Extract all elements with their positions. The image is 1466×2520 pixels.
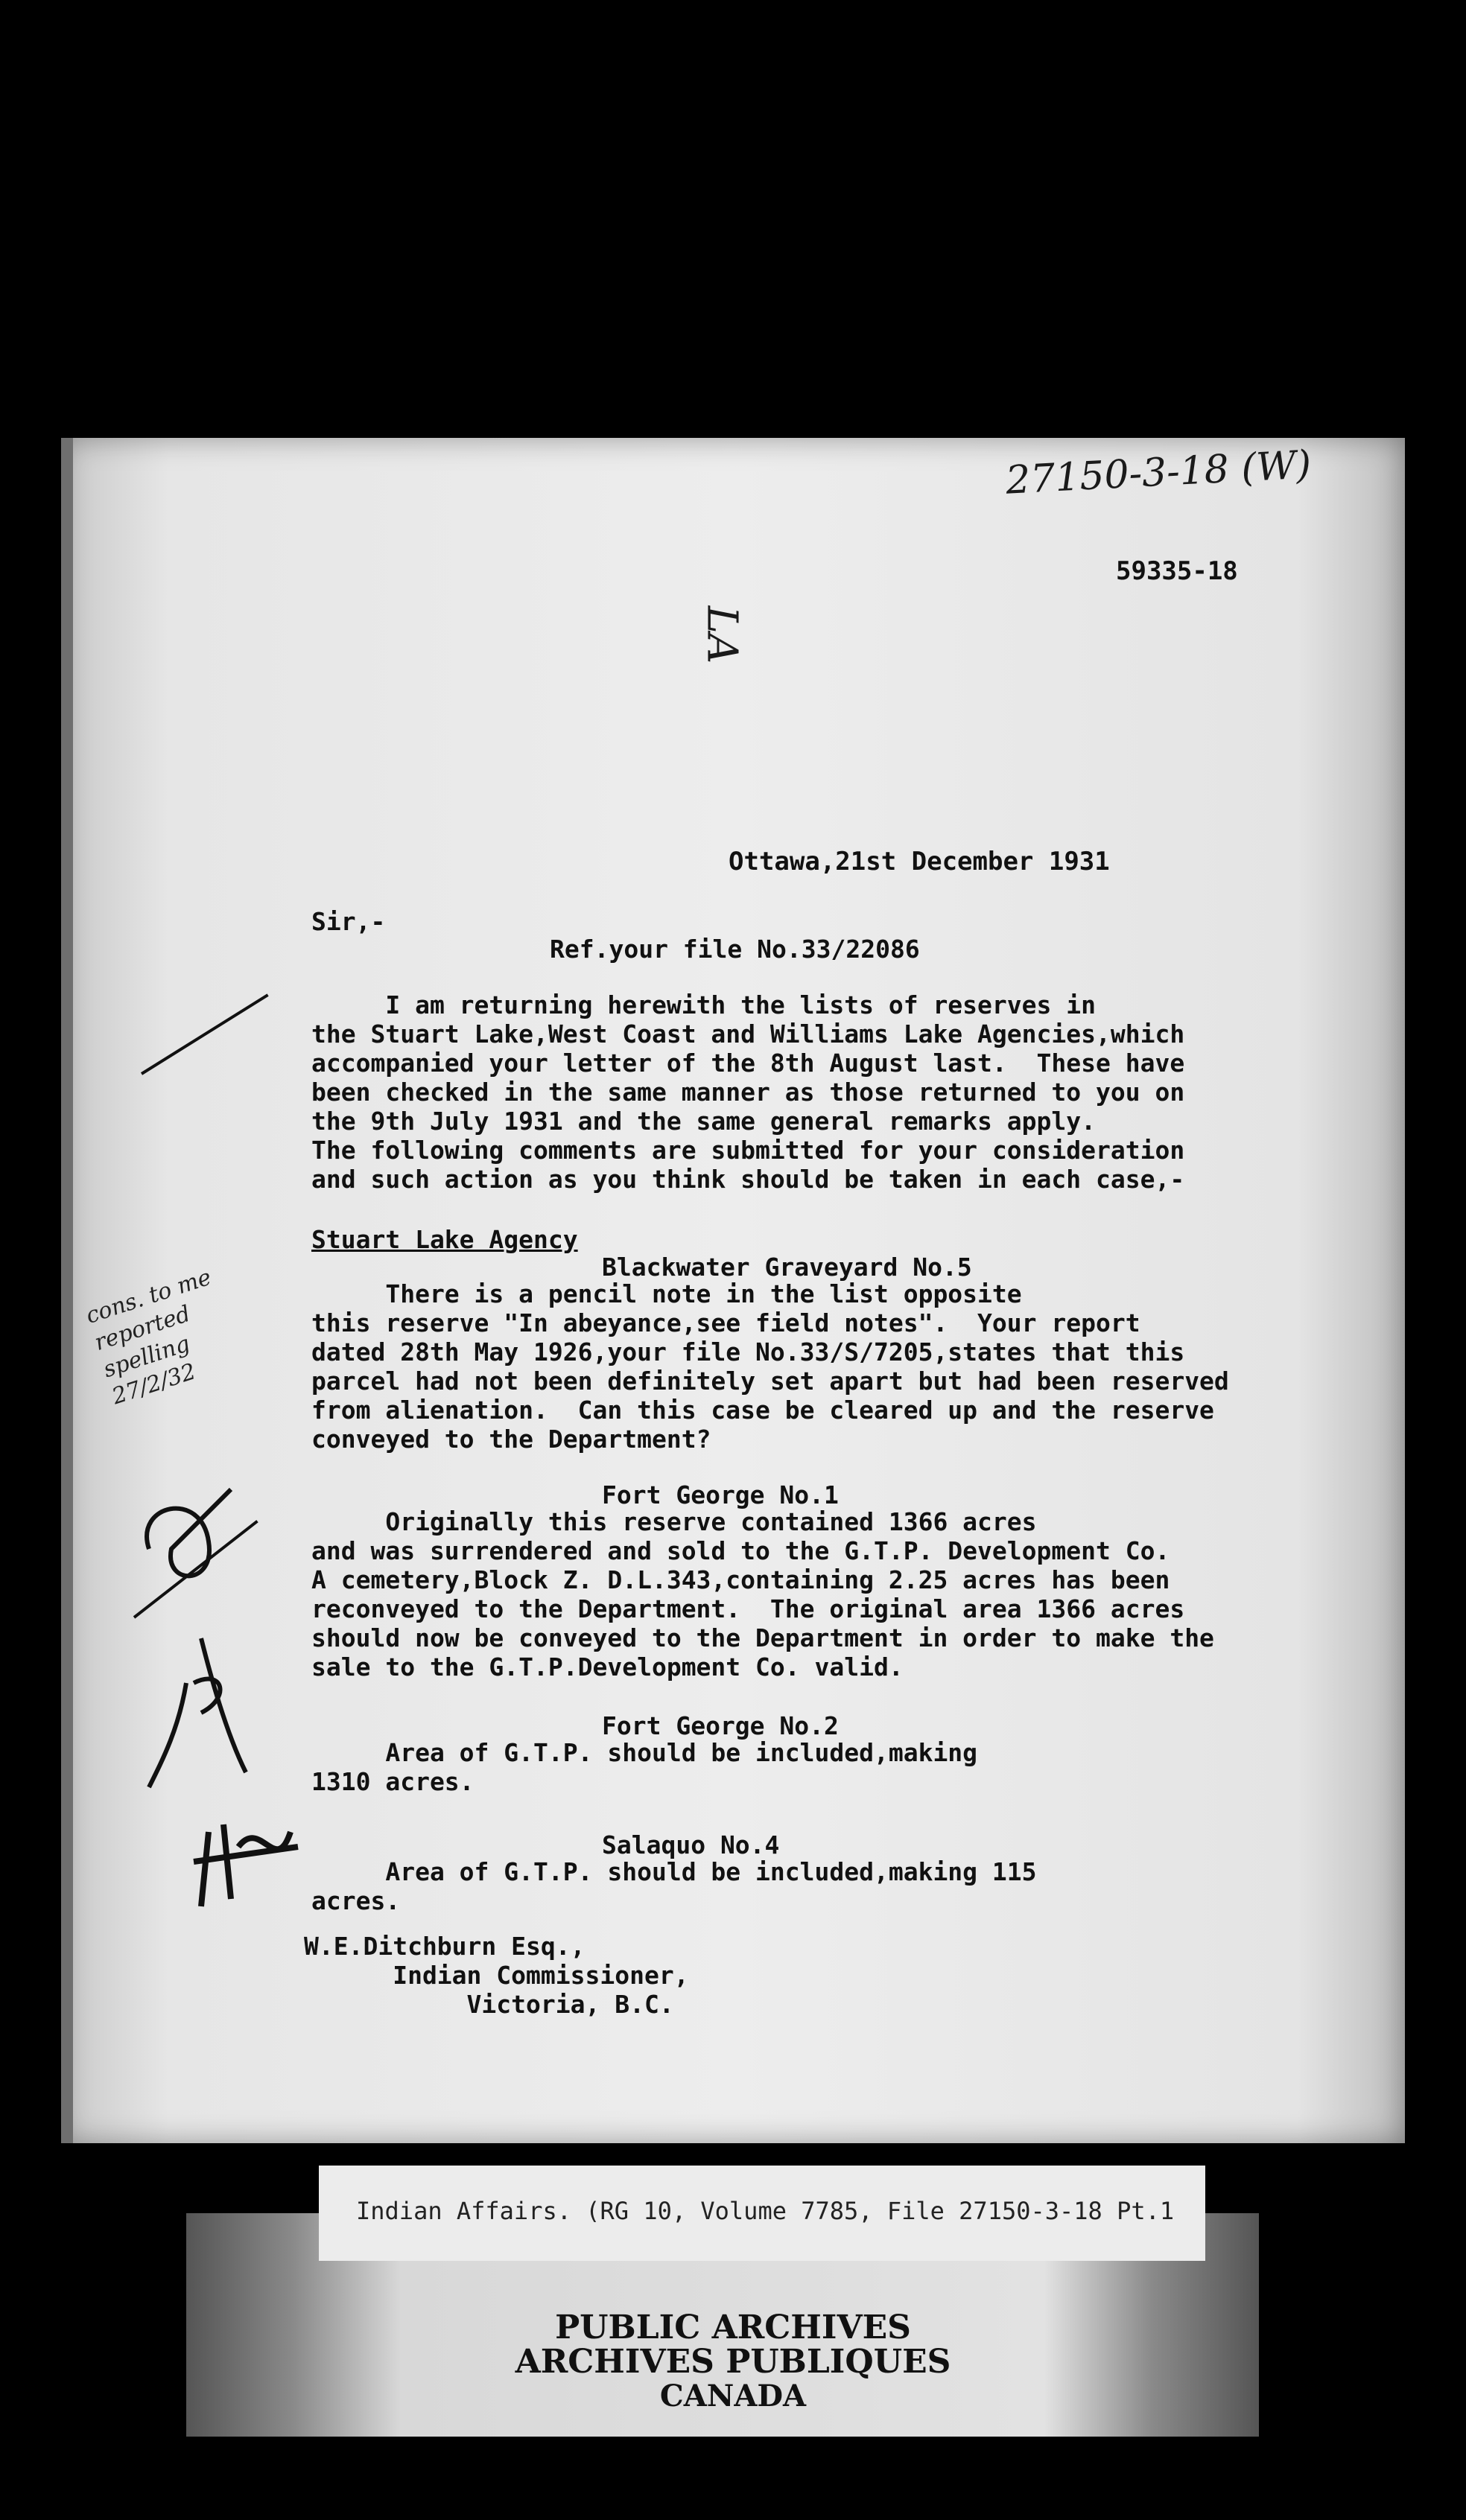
section-title-fort-george-1: Fort George No.1: [602, 1480, 839, 1509]
signature-initials: [119, 1460, 313, 1944]
address-block: W.E.Ditchburn Esq., Indian Commissioner, Victoria, B.C.: [304, 1932, 689, 2019]
archive-stamp-line-1: PUBLIC ARCHIVES: [555, 2309, 911, 2346]
section-body-blackwater: There is a pencil note in the list opposite this reserve "In abeyance,see field notes". Your report dated 28th May 1926,your file No.33/S/7205,states that this parcel had not been definitely set apart but had been reserved from alienation. Can this case be cleared up and the reserve conveyed to the Department?: [311, 1279, 1229, 1454]
handwritten-initials: LA: [697, 605, 746, 664]
section-title-fort-george-2: Fort George No.2: [602, 1711, 839, 1740]
section-title-blackwater: Blackwater Graveyard No.5: [602, 1253, 972, 1282]
archive-stamp-line-3: CANADA: [659, 2379, 807, 2414]
section-body-salaquo: Area of G.T.P. should be included,making 115 acres.: [311, 1857, 1037, 1915]
margin-pencil-notes: cons. to me reported spelling 27/2/32: [83, 1264, 215, 1410]
intro-paragraph: I am returning herewith the lists of reserves in the Stuart Lake,West Coast and Williams Lake Agencies,which accompanied your letter of the 8th August last. These have been checked in the same manner as those returned to you on the 9th July 1931 and the same general remarks apply. The following comments are submitted for your consideration and such action as you think should be taken in each case,-: [311, 990, 1185, 1194]
reference-line: Ref.your file No.33/22086: [550, 935, 920, 964]
section-body-fort-george-1: Originally this reserve contained 1366 acres and was surrendered and sold to the G.T.P. Development Co. A cemetery,Block Z. D.L.343,containing 2.25 acres has been reconveyed to the Department. The original area 1366 acres should now be conveyed to the Department in order to make the sale to the G.T.P.Development Co. valid.: [311, 1507, 1214, 1681]
dateline: Ottawa,21st December 1931: [729, 847, 1110, 876]
archive-stamp-line-2: ARCHIVES PUBLIQUES: [515, 2343, 951, 2381]
section-title-salaquo: Salaquo No.4: [602, 1830, 780, 1859]
reference-label-text: Indian Affairs. (RG 10, Volume 7785, File 27150-3-18 Pt.1: [356, 2197, 1175, 2225]
page-edge-shadow: [61, 438, 73, 2143]
agency-heading: Stuart Lake Agency: [311, 1225, 578, 1254]
section-body-fort-george-2: Area of G.T.P. should be included,making 1310 acres.: [311, 1738, 978, 1796]
handwritten-file-number: 27150-3-18 (W): [1004, 442, 1313, 503]
salutation: Sir,-: [311, 907, 386, 936]
file-number: 59335-18: [1116, 556, 1238, 586]
